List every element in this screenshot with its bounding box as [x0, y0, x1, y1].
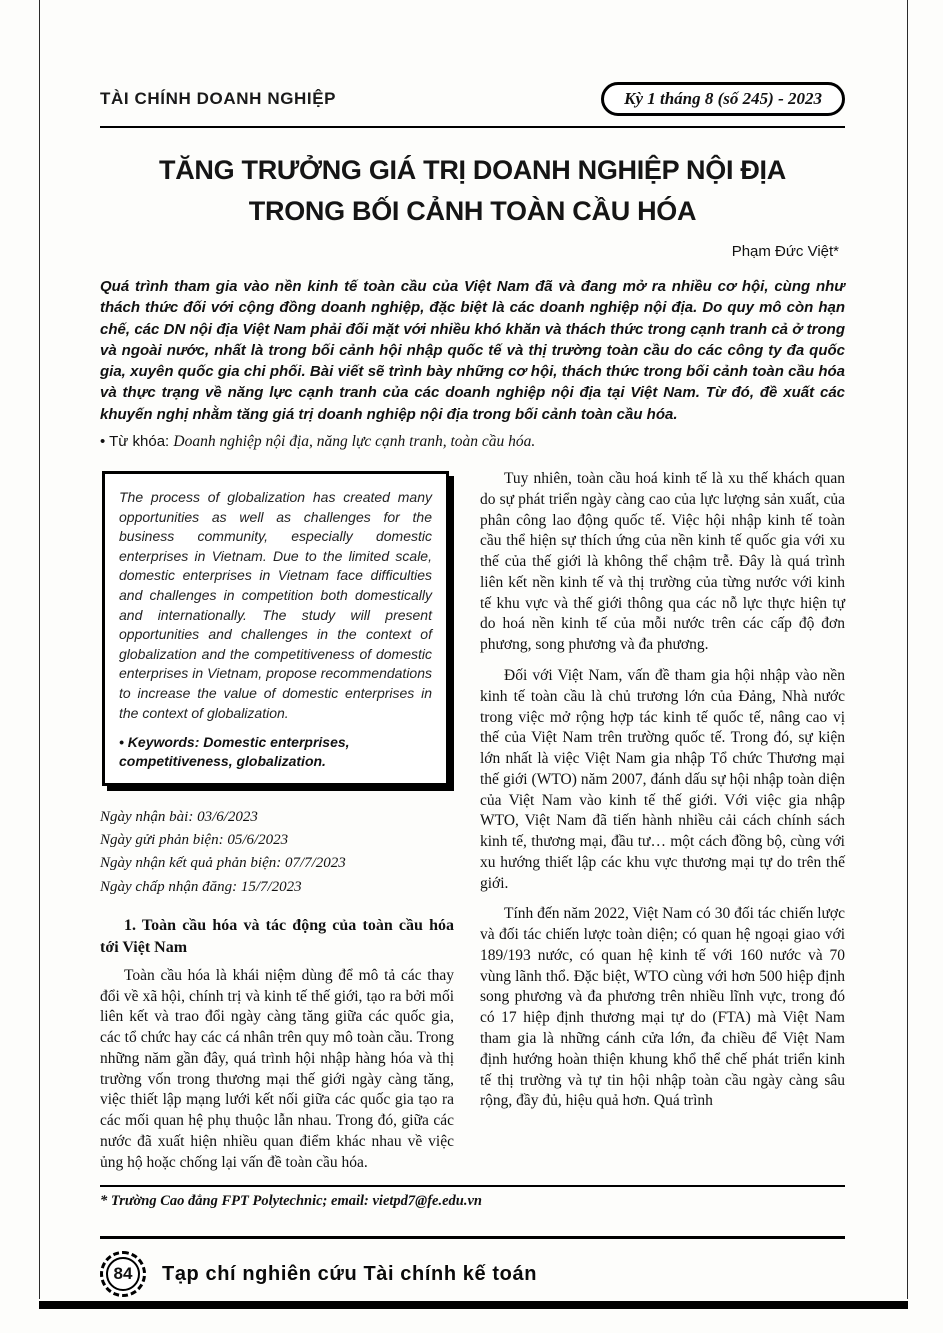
journal-section-label: TÀI CHÍNH DOANH NGHIỆP: [100, 89, 337, 108]
footnote-block: [100, 1185, 845, 1210]
left-column: [100, 467, 454, 1173]
keywords-vietnamese: [100, 433, 845, 451]
page-number-badge: [100, 1251, 146, 1297]
header-divider: [100, 126, 845, 128]
english-keywords: • Keywords: Domestic enterprises, competitiveness, globalization.: [119, 734, 350, 770]
abstract-vietnamese: Quá trình tham gia vào nền kinh tế toàn cầu của Việt Nam đã và đang mở ra nhiều cơ hội, cùng như thách thức đối với cộng đồng doanh nghiệp, đặc biệt là các doanh nghiệp nội địa. Do quy mô còn hạn chế, các DN nội địa Việt Nam phải đối mặt với nhiều khó khăn và thách thức trong cạnh tranh cả ở trong và ngoài nước, nhất là trong bối cảnh hội nhập quốc tế và thị trường toàn cầu do các công ty đa quốc gia, xuyên quốc gia chi phối. Bài viết sẽ trình bày những cơ hội, thách thức trong bối cảnh toàn cầu hóa và thực trạng về năng lực cạnh tranh của các doanh nghiệp nội địa tại Việt Nam. Từ đó, đề xuất các khuyến nghị nhằm tăng giá trị doanh nghiệp nội địa trong bối cảnh toàn cầu hóa.: [100, 278, 845, 423]
date-sent-review: Ngày gửi phản biện: 05/6/2023: [100, 832, 289, 849]
right-paragraph-1: Tuy nhiên, toàn cầu hoá kinh tế là xu thế khách quan do sự phát triển ngày càng cao của lực lượng sản xuất, của phân công lao động quốc tế. Việc hội nhập kinh tế toàn cầu thể hiện sự thích ứng của nền kinh tế quốc gia với xu thế của thế giới là không thể chậm trễ. Đây là quá trình liên kết nền kinh tế và thị trường của từng nước với kinh tế khu vực và thế giới thông qua các nỗ lực thực hiện tự do hoá nền kinh tế của mỗi nước trên các cấp độ đơn phương, song phương và đa phương.: [480, 470, 845, 654]
article-title-line-2: TRONG BỐI CẢNH TOÀN CẦU HÓA: [248, 195, 697, 226]
date-review-result: Ngày nhận kết quả phản biện: 07/7/2023: [100, 855, 346, 872]
page-frame-right-rule: [907, 0, 908, 1299]
section-1-heading: 1. Toàn cầu hóa và tác động của toàn cầu hóa tới Việt Nam: [100, 916, 454, 957]
two-column-body: [100, 467, 845, 1173]
section-1-paragraph: Toàn cầu hóa là khái niệm dùng để mô tả các thay đổi về xã hội, chính trị và kinh tế thế giới, tạo ra bởi mối liên kết và trao đổi ngày càng tăng giữa các quốc gia, các tổ chức hay các cá nhân trên quy mô toàn cầu. Trong những năm gần đây, quá trình hội nhập hàng hóa và thị trường vốn trong thương mại thế giới ngày càng tăng, việc thiết lập mạng lưới kết nối giữa các quốc gia tạo ra các mối quan hệ phụ thuộc lẫn nhau. Trong đó, giữa các nước đã xuất hiện nhiều quan điểm khác nhau về việc ủng hộ hoặc chống lại vấn đề toàn cầu hóa.: [100, 966, 454, 1171]
page-frame-left-rule: [39, 0, 40, 1299]
keywords-vi-text: Doanh nghiệp nội địa, năng lực cạnh tranh, toàn cầu hóa.: [173, 433, 536, 451]
english-abstract-box: [102, 471, 449, 786]
page-number: 84: [106, 1257, 140, 1291]
date-accepted: Ngày chấp nhận đăng: 15/7/2023: [100, 878, 302, 895]
footnote-text: * Trường Cao đẳng FPT Polytechnic; email: vietpd7@fe.edu.vn: [100, 1193, 482, 1210]
right-paragraph-2: Đối với Việt Nam, vấn đề tham gia hội nhập vào nền kinh tế toàn cầu là chủ trương lớn của Đảng, Nhà nước trong việc mở rộng hợp tác kinh tế quốc tế, nâng cao vị thế của Việt Nam trên trường quốc tế. Trong đó, sự kiện lớn nhất là việc Việt Nam gia nhập Tổ chức Thương mại thế giới (WTO) năm 2007, đánh dấu sự hội nhập toàn diện của Việt Nam vào kinh tế thế giới. Với việc gia nhập WTO, Việt Nam đã tiến hành nhiều cải cách chính sách kinh tế, thương mại, đầu tư… một cách đồng bộ, cùng với xu hướng thiết lập các khu vực thương mại tự do trên thế giới.: [480, 666, 845, 892]
page-content: [100, 0, 845, 1210]
page-header: [100, 82, 845, 116]
keywords-vi-label: • Từ khóa:: [100, 433, 170, 451]
page-footer: [100, 1236, 845, 1297]
article-title-line-1: TĂNG TRƯỞNG GIÁ TRỊ DOANH NGHIỆP NỘI ĐỊA: [159, 155, 786, 185]
issue-badge: Kỳ 1 tháng 8 (số 245) - 2023: [601, 82, 845, 116]
journal-name: Tạp chí nghiên cứu Tài chính kế toán: [162, 1262, 538, 1285]
right-paragraph-3: Tính đến năm 2022, Việt Nam có 30 đối tác chiến lược và đối tác chiến lược toàn diện; có quan hệ ngoại giao với 189/193 nước, có quan hệ kinh tế với 160 nước và 70 vùng lãnh thổ. Đặc biệt, WTO cùng với hơn 500 hiệp định song phương và đa phương trên nhiều lĩnh vực, trong đó có 17 hiệp định thương mại tự do (FTA) mà Việt Nam tham gia là những cánh cửa lớn, đa chiều để Việt Nam định hướng hoàn thiện khung khổ thể chế phát triển kinh tế thị trường và tự tin hội nhập toàn cầu ngày càng sâu rộng, đầy đủ, hiệu quả hơn. Quá trình: [480, 905, 845, 1110]
page-bottom-bar: [39, 1301, 908, 1309]
author-byline: Phạm Đức Việt*: [731, 243, 839, 260]
right-column: [480, 467, 845, 1173]
article-title: [100, 150, 845, 231]
english-abstract-text: The process of globalization has created many opportunities as well as challenges for the business community, especially domestic enterprises in Vietnam. Due to the limited scale, domestic enterprises in Vietnam face difficulties and challenges in competition both domestically and internationally. The study will present opportunities and challenges in the context of globalization and the competitiveness of domestic enterprises in Vietnam, propose recommendations to increase the value of domestic enterprises in the context of globalization.: [119, 489, 432, 721]
date-received: Ngày nhận bài: 03/6/2023: [100, 808, 258, 825]
submission-dates: [100, 806, 454, 899]
